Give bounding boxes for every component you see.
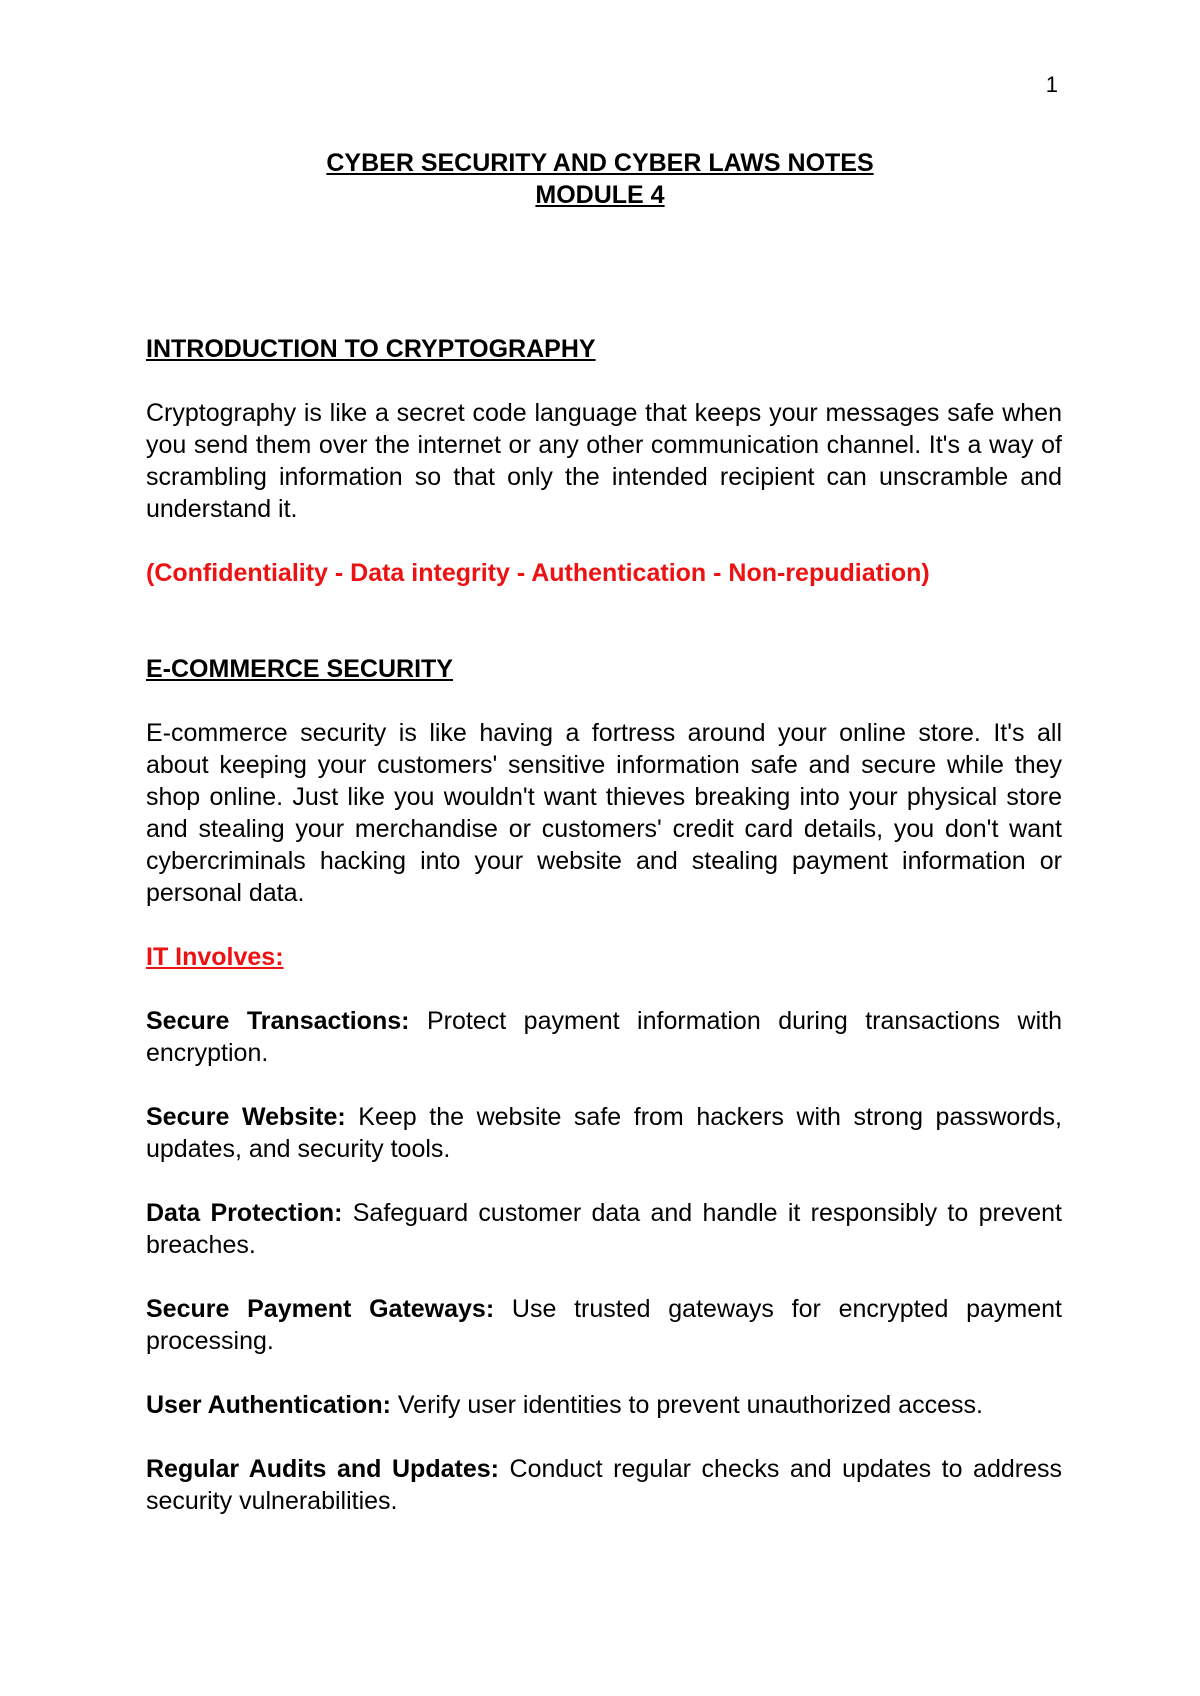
list-item xyxy=(146,1101,1062,1165)
ecommerce-heading: E-COMMERCE SECURITY xyxy=(146,655,453,683)
item-text: Keep the website safe from hackers with strong passwords, updates, and security tools. xyxy=(146,1103,1063,1163)
cryptography-pillars: (Confidentiality - Data integrity - Authentication - Non-repudiation) xyxy=(146,559,930,587)
item-text: Protect payment information during transactions with encryption. xyxy=(146,1007,1062,1067)
list-item xyxy=(146,1293,1062,1357)
list-item xyxy=(146,1453,1062,1517)
item-label: Secure Payment Gateways: xyxy=(146,1295,495,1323)
item-text: Use trusted gateways for encrypted payment processing. xyxy=(146,1295,1062,1355)
list-item xyxy=(146,1197,1062,1261)
document-body xyxy=(146,333,1062,1517)
item-text: Safeguard customer data and handle it responsibly to prevent breaches. xyxy=(146,1199,1062,1259)
item-label: Secure Website: xyxy=(146,1103,346,1131)
item-label: Secure Transactions: xyxy=(146,1007,410,1035)
item-text: Conduct regular checks and updates to address security vulnerabilities. xyxy=(146,1455,1062,1515)
list-item xyxy=(146,1389,1062,1421)
cryptography-heading: INTRODUCTION TO CRYPTOGRAPHY xyxy=(146,335,596,363)
item-label: Regular Audits and Updates: xyxy=(146,1455,499,1483)
item-label: User Authentication: xyxy=(146,1391,391,1419)
title-line-2: MODULE 4 xyxy=(535,181,665,209)
list-item xyxy=(146,1005,1062,1069)
cryptography-paragraph: Cryptography is like a secret code language that keeps your messages safe when you send them over the internet or any other communication channel. It's a way of scrambling information so that only the intended recipient can unscramble and understand it. xyxy=(146,399,1062,523)
item-label: Data Protection: xyxy=(146,1199,343,1227)
ecommerce-paragraph: E-commerce security is like having a fortress around your online store. It's all about keeping your customers' sensitive information safe and secure while they shop online. Just like you wouldn't want thieves breaking into your physical store and stealing your merchandise or customers' credit card details, you don't want cybercriminals hacking into your website and stealing payment information or personal data. xyxy=(146,719,1062,907)
it-involves-label: IT Involves: xyxy=(146,943,284,971)
item-text: Verify user identities to prevent unauthorized access. xyxy=(390,1391,983,1419)
page-number: 1 xyxy=(1045,72,1058,97)
title-line-1: CYBER SECURITY AND CYBER LAWS NOTES xyxy=(326,149,874,177)
document-title xyxy=(0,147,1200,211)
